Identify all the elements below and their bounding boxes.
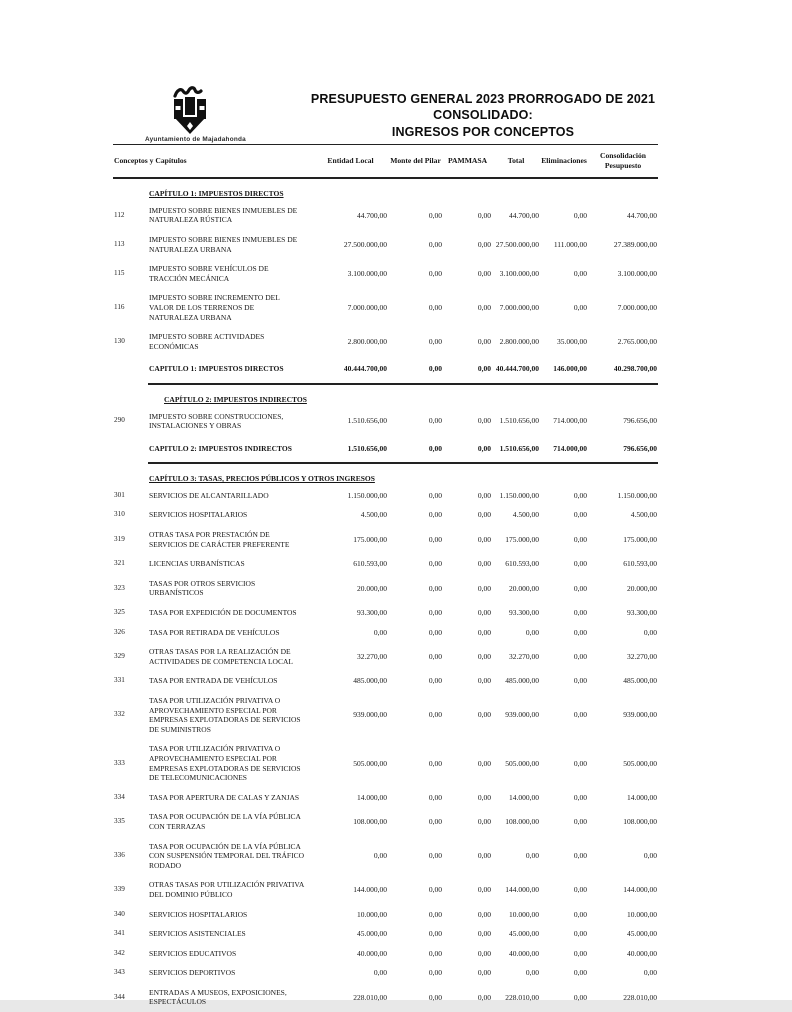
row-concept: TASA POR ENTRADA DE VEHÍCULOS [149, 676, 278, 686]
total-value: 0,00 [388, 436, 443, 464]
row-value: 0,00 [573, 583, 588, 593]
row-value: 228.010,00 [353, 992, 388, 1002]
row-code: 339 [114, 885, 125, 894]
row-value: 0,00 [573, 758, 588, 768]
row-value: 0,00 [477, 302, 492, 312]
row-code: 341 [114, 929, 125, 938]
row-value: 0,00 [428, 416, 443, 426]
row-code: 321 [114, 559, 125, 568]
row-value: 0,00 [428, 710, 443, 720]
row-value: 1.150.000,00 [347, 490, 388, 500]
table-row [113, 259, 658, 288]
row-value: 505.000,00 [623, 758, 658, 768]
row-code: 344 [114, 992, 125, 1001]
row-value: 0,00 [428, 583, 443, 593]
table-row [113, 788, 658, 808]
total-value: 0,00 [443, 436, 492, 464]
row-value: 14.000,00 [357, 792, 388, 802]
row-value: 228.010,00 [505, 992, 540, 1002]
row-value: 0,00 [477, 909, 492, 919]
row-value: 0,00 [428, 992, 443, 1002]
row-value: 0,00 [573, 652, 588, 662]
row-value: 0,00 [428, 909, 443, 919]
row-value: 0,00 [525, 851, 540, 861]
row-value: 0,00 [477, 559, 492, 569]
row-value: 14.000,00 [627, 792, 658, 802]
row-value: 0,00 [477, 627, 492, 637]
row-value: 0,00 [573, 510, 588, 520]
section-heading: CAPÍTULO 3: TASAS, PRECIOS PÚBLICOS Y OTROS INGRESOS [149, 474, 375, 484]
row-value: 0,00 [573, 559, 588, 569]
row-value: 0,00 [477, 885, 492, 895]
table-row [113, 983, 658, 1012]
row-value: 3.100.000,00 [617, 268, 658, 278]
row-value: 0,00 [573, 676, 588, 686]
row-value: 144.000,00 [623, 885, 658, 895]
budget-table-container [113, 144, 658, 1012]
row-code: 329 [114, 652, 125, 661]
row-value: 0,00 [477, 583, 492, 593]
row-value: 505.000,00 [505, 758, 540, 768]
total-value: 40.444.700,00 [313, 356, 388, 384]
row-code: 325 [114, 608, 125, 617]
row-value: 144.000,00 [505, 885, 540, 895]
table-row [113, 505, 658, 525]
row-value: 0,00 [573, 302, 588, 312]
column-header-consolidacion: Consolidación Pesupuesto [588, 145, 658, 179]
row-value: 175.000,00 [353, 534, 388, 544]
row-code: 333 [114, 758, 125, 767]
row-code: 130 [114, 336, 125, 345]
row-value: 175.000,00 [623, 534, 658, 544]
row-value: 0,00 [573, 909, 588, 919]
row-value: 0,00 [477, 676, 492, 686]
row-value: 40.000,00 [357, 948, 388, 958]
row-value: 0,00 [428, 652, 443, 662]
total-label: CAPITULO 2: IMPUESTOS INDIRECTOS [148, 436, 313, 464]
row-value: 0,00 [525, 968, 540, 978]
row-value: 7.000.000,00 [347, 302, 388, 312]
row-value: 108.000,00 [623, 817, 658, 827]
row-value: 0,00 [477, 792, 492, 802]
row-value: 796.656,00 [623, 416, 658, 426]
row-code: 343 [114, 968, 125, 977]
row-value: 44.700,00 [627, 210, 658, 220]
row-value: 0,00 [428, 792, 443, 802]
total-value: 1.510.656,00 [313, 436, 388, 464]
row-value: 0,00 [477, 992, 492, 1002]
row-code: 323 [114, 583, 125, 592]
row-value: 0,00 [477, 336, 492, 346]
chapter-total-row [113, 356, 658, 384]
row-value: 0,00 [573, 710, 588, 720]
row-value: 0,00 [428, 929, 443, 939]
row-value: 0,00 [428, 885, 443, 895]
row-value: 0,00 [428, 510, 443, 520]
row-concept: OTRAS TASAS POR LA REALIZACIÓN DE ACTIVIDADES DE COMPETENCIA LOCAL [149, 647, 293, 666]
table-row [113, 691, 658, 739]
row-code: 331 [114, 676, 125, 685]
table-row [113, 905, 658, 925]
column-header-pammasa: PAMMASA [443, 145, 492, 179]
table-row [113, 574, 658, 603]
row-value: 27.389.000,00 [613, 239, 658, 249]
row-concept: OTRAS TASA POR PRESTACIÓN DE SERVICIOS DE CARÁCTER PREFERENTE [149, 530, 290, 549]
row-value: 27.500.000,00 [495, 239, 540, 249]
table-row [113, 554, 658, 574]
row-value: 44.700,00 [357, 210, 388, 220]
row-concept: OTRAS TASAS POR UTILIZACIÓN PRIVATIVA DEL DOMINIO PÚBLICO [149, 880, 304, 899]
column-header-monte-del-pilar: Monte del Pilar [388, 145, 443, 179]
row-value: 0,00 [643, 968, 658, 978]
row-value: 45.000,00 [357, 929, 388, 939]
total-value: 146.000,00 [540, 356, 588, 384]
row-value: 93.300,00 [509, 608, 540, 618]
row-concept: SERVICIOS ASISTENCIALES [149, 929, 246, 939]
org-name: Ayuntamiento de Majadahonda [145, 136, 246, 143]
row-value: 0,00 [477, 652, 492, 662]
row-value: 3.100.000,00 [347, 268, 388, 278]
table-header-row [113, 145, 658, 179]
row-value: 2.800.000,00 [347, 336, 388, 346]
row-value: 35.000,00 [557, 336, 588, 346]
row-value: 0,00 [573, 490, 588, 500]
total-label: CAPITULO 1: IMPUESTOS DIRECTOS [148, 356, 313, 384]
row-value: 0,00 [477, 948, 492, 958]
row-concept: IMPUESTO SOBRE BIENES INMUEBLES DE NATURALEZA URBANA [149, 234, 298, 254]
row-code: 336 [114, 851, 125, 860]
section-heading-row [113, 384, 658, 407]
row-value: 0,00 [428, 268, 443, 278]
row-value: 0,00 [477, 608, 492, 618]
row-code: 310 [114, 510, 125, 519]
row-value: 0,00 [643, 851, 658, 861]
row-code: 340 [114, 909, 125, 918]
row-value: 939.000,00 [353, 710, 388, 720]
row-value: 45.000,00 [509, 929, 540, 939]
row-value: 10.000,00 [627, 909, 658, 919]
row-code: 342 [114, 948, 125, 957]
row-value: 0,00 [373, 627, 388, 637]
row-value: 485.000,00 [505, 676, 540, 686]
row-value: 0,00 [428, 490, 443, 500]
section-heading-row [113, 463, 658, 486]
row-concept: IMPUESTO SOBRE BIENES INMUEBLES DE NATURALEZA RÚSTICA [149, 205, 298, 225]
row-value: 0,00 [477, 710, 492, 720]
table-row [113, 739, 658, 787]
row-code: 332 [114, 710, 125, 719]
row-value: 610.593,00 [353, 559, 388, 569]
row-value: 939.000,00 [623, 710, 658, 720]
row-code: 335 [114, 817, 125, 826]
budget-table [113, 144, 658, 1012]
row-value: 14.000,00 [509, 792, 540, 802]
table-row [113, 924, 658, 944]
row-value: 144.000,00 [353, 885, 388, 895]
row-value: 40.000,00 [509, 948, 540, 958]
table-row [113, 623, 658, 643]
total-value: 40.444.700,00 [492, 356, 540, 384]
row-value: 1.510.656,00 [347, 416, 388, 426]
table-row [113, 201, 658, 230]
table-row [113, 837, 658, 876]
title-line-2: CONSOLIDADO: [433, 108, 533, 123]
column-header-eliminaciones: Eliminaciones [540, 145, 588, 179]
row-value: 2.800.000,00 [499, 336, 540, 346]
table-row [113, 944, 658, 964]
table-row [113, 875, 658, 904]
row-value: 0,00 [428, 534, 443, 544]
row-value: 0,00 [428, 851, 443, 861]
row-value: 4.500,00 [360, 510, 388, 520]
row-concept: TASA POR APERTURA DE CALAS Y ZANJAS [149, 792, 300, 802]
section-heading-spacer [113, 178, 148, 201]
row-value: 0,00 [573, 885, 588, 895]
row-value: 108.000,00 [505, 817, 540, 827]
row-code: 334 [114, 792, 125, 801]
row-value: 0,00 [428, 676, 443, 686]
row-concept: SERVICIOS EDUCATIVOS [149, 948, 237, 958]
row-concept: TASA POR OCUPACIÓN DE LA VÍA PÚBLICA CON TERRAZAS [149, 812, 301, 831]
row-value: 0,00 [477, 268, 492, 278]
row-concept: TASA POR UTILIZACIÓN PRIVATIVA O APROVECHAMIENTO ESPECIAL POR EMPRESAS EXPLOTADORAS DE SERVICIOS DE SUMINISTROS [149, 696, 301, 734]
row-value: 0,00 [477, 851, 492, 861]
row-value: 0,00 [428, 239, 443, 249]
row-value: 20.000,00 [357, 583, 388, 593]
row-value: 0,00 [477, 210, 492, 220]
row-value: 40.000,00 [627, 948, 658, 958]
row-value: 27.500.000,00 [343, 239, 388, 249]
row-value: 1.150.000,00 [617, 490, 658, 500]
row-value: 0,00 [477, 929, 492, 939]
row-value: 0,00 [573, 948, 588, 958]
row-concept: LICENCIAS URBANÍSTICAS [149, 559, 245, 569]
row-value: 4.500,00 [512, 510, 540, 520]
row-value: 32.270,00 [627, 652, 658, 662]
row-value: 10.000,00 [509, 909, 540, 919]
row-value: 175.000,00 [505, 534, 540, 544]
row-value: 0,00 [477, 534, 492, 544]
row-concept: TASA POR RETIRADA DE VEHÍCULOS [149, 627, 280, 637]
row-concept: SERVICIOS DEPORTIVOS [149, 968, 236, 978]
row-value: 0,00 [573, 851, 588, 861]
row-value: 93.300,00 [627, 608, 658, 618]
row-value: 10.000,00 [357, 909, 388, 919]
table-row [113, 288, 658, 327]
section-heading: CAPÍTULO 1: IMPUESTOS DIRECTOS [149, 189, 284, 199]
table-row [113, 525, 658, 554]
row-concept: TASA POR EXPEDICIÓN DE DOCUMENTOS [149, 608, 297, 618]
row-value: 0,00 [573, 817, 588, 827]
row-code: 112 [114, 210, 125, 219]
row-value: 0,00 [428, 948, 443, 958]
row-code: 319 [114, 534, 125, 543]
total-value: 0,00 [388, 356, 443, 384]
row-value: 0,00 [477, 490, 492, 500]
chapter-total-row [113, 436, 658, 464]
row-value: 108.000,00 [353, 817, 388, 827]
coat-of-arms-icon [169, 86, 211, 136]
row-value: 0,00 [573, 627, 588, 637]
table-row [113, 327, 658, 356]
row-concept: IMPUESTO SOBRE ACTIVIDADES ECONÓMICAS [149, 332, 265, 351]
table-row [113, 486, 658, 506]
row-value: 2.765.000,00 [617, 336, 658, 346]
row-code: 326 [114, 627, 125, 636]
row-value: 20.000,00 [509, 583, 540, 593]
title-line-3: INGRESOS POR CONCEPTOS [391, 124, 575, 139]
row-value: 939.000,00 [505, 710, 540, 720]
row-code: 290 [114, 416, 125, 425]
row-value: 0,00 [573, 210, 588, 220]
row-concept: IMPUESTO SOBRE INCREMENTO DEL VALOR DE LOS TERRENOS DE NATURALEZA URBANA [149, 293, 280, 322]
row-value: 0,00 [477, 416, 492, 426]
row-value: 0,00 [373, 851, 388, 861]
row-value: 7.000.000,00 [499, 302, 540, 312]
row-value: 0,00 [428, 627, 443, 637]
row-value: 0,00 [573, 268, 588, 278]
row-value: 485.000,00 [353, 676, 388, 686]
row-value: 0,00 [573, 608, 588, 618]
row-value: 3.100.000,00 [499, 268, 540, 278]
row-value: 0,00 [428, 336, 443, 346]
row-value: 0,00 [428, 817, 443, 827]
row-value: 0,00 [428, 758, 443, 768]
row-concept: TASAS POR OTROS SERVICIOS URBANÍSTICOS [149, 578, 256, 598]
row-value: 45.000,00 [627, 929, 658, 939]
row-value: 0,00 [573, 792, 588, 802]
section-heading: CAPÍTULO 2: IMPUESTOS INDIRECTOS [164, 394, 307, 404]
row-value: 0,00 [573, 992, 588, 1002]
row-value: 0,00 [428, 608, 443, 618]
page-title [300, 91, 666, 140]
row-value: 44.700,00 [509, 210, 540, 220]
row-value: 93.300,00 [357, 608, 388, 618]
row-value: 0,00 [477, 510, 492, 520]
row-value: 1.150.000,00 [499, 490, 540, 500]
column-header-entidad-local: Entidad Local [313, 145, 388, 179]
row-value: 20.000,00 [627, 583, 658, 593]
row-code: 116 [114, 302, 125, 311]
row-value: 0,00 [428, 302, 443, 312]
total-value: 1.510.656,00 [492, 436, 540, 464]
row-value: 32.270,00 [509, 652, 540, 662]
total-value: 714.000,00 [540, 436, 588, 464]
row-value: 0,00 [525, 627, 540, 637]
row-value: 0,00 [477, 817, 492, 827]
budget-table-body [113, 178, 658, 1012]
section-heading-spacer [113, 384, 148, 407]
row-value: 505.000,00 [353, 758, 388, 768]
row-value: 32.270,00 [357, 652, 388, 662]
row-value: 7.000.000,00 [617, 302, 658, 312]
row-concept: IMPUESTO SOBRE VEHÍCULOS DE TRACCIÓN MECÁNICA [149, 264, 269, 283]
total-value: 0,00 [443, 356, 492, 384]
row-value: 0,00 [573, 534, 588, 544]
section-heading-spacer [113, 463, 148, 486]
row-value: 0,00 [428, 968, 443, 978]
row-code: 115 [114, 268, 125, 277]
row-code: 113 [114, 239, 125, 248]
row-concept: SERVICIOS HOSPITALARIOS [149, 510, 248, 520]
row-concept: IMPUESTO SOBRE CONSTRUCCIONES, INSTALACIONES Y OBRAS [149, 411, 284, 431]
table-row [113, 407, 658, 436]
table-row [113, 963, 658, 983]
row-value: 610.593,00 [623, 559, 658, 569]
row-value: 4.500,00 [630, 510, 658, 520]
row-value: 0,00 [573, 929, 588, 939]
total-value: 796.656,00 [588, 436, 658, 464]
row-value: 111.000,00 [553, 239, 588, 249]
table-row [113, 642, 658, 671]
row-value: 0,00 [373, 968, 388, 978]
row-concept: TASA POR UTILIZACIÓN PRIVATIVA O APROVECHAMIENTO ESPECIAL POR EMPRESAS EXPLOTADORAS DE SERVICIOS DE TELECOMUNICACIONES [149, 744, 301, 783]
table-row [113, 807, 658, 836]
row-value: 1.510.656,00 [499, 416, 540, 426]
table-row [113, 671, 658, 691]
row-value: 0,00 [428, 559, 443, 569]
title-line-1: PRESUPUESTO GENERAL 2023 PRORROGADO DE 2021 [310, 92, 656, 106]
table-row [113, 230, 658, 259]
row-concept: TASA POR OCUPACIÓN DE LA VÍA PÚBLICA CON SUSPENSIÓN TEMPORAL DEL TRÁFICO RODADO [149, 841, 305, 870]
row-value: 610.593,00 [505, 559, 540, 569]
row-value: 0,00 [428, 210, 443, 220]
table-row [113, 603, 658, 623]
section-heading-row [113, 178, 658, 201]
total-value: 40.298.700,00 [588, 356, 658, 384]
row-concept: ENTRADAS A MUSEOS, EXPOSICIONES, ESPECTÁCULOS [149, 987, 287, 1007]
row-value: 0,00 [573, 968, 588, 978]
row-value: 485.000,00 [623, 676, 658, 686]
row-value: 0,00 [643, 627, 658, 637]
column-header-total: Total [492, 145, 540, 179]
row-value: 714.000,00 [553, 416, 588, 426]
row-value: 0,00 [477, 758, 492, 768]
column-header-conceptos: Conceptos y Capítulos [113, 145, 313, 179]
row-concept: SERVICIOS DE ALCANTARILLADO [149, 490, 269, 500]
row-value: 0,00 [477, 239, 492, 249]
row-code: 301 [114, 490, 125, 499]
row-concept: SERVICIOS HOSPITALARIOS [149, 909, 248, 919]
row-value: 228.010,00 [623, 992, 658, 1002]
row-value: 0,00 [477, 968, 492, 978]
